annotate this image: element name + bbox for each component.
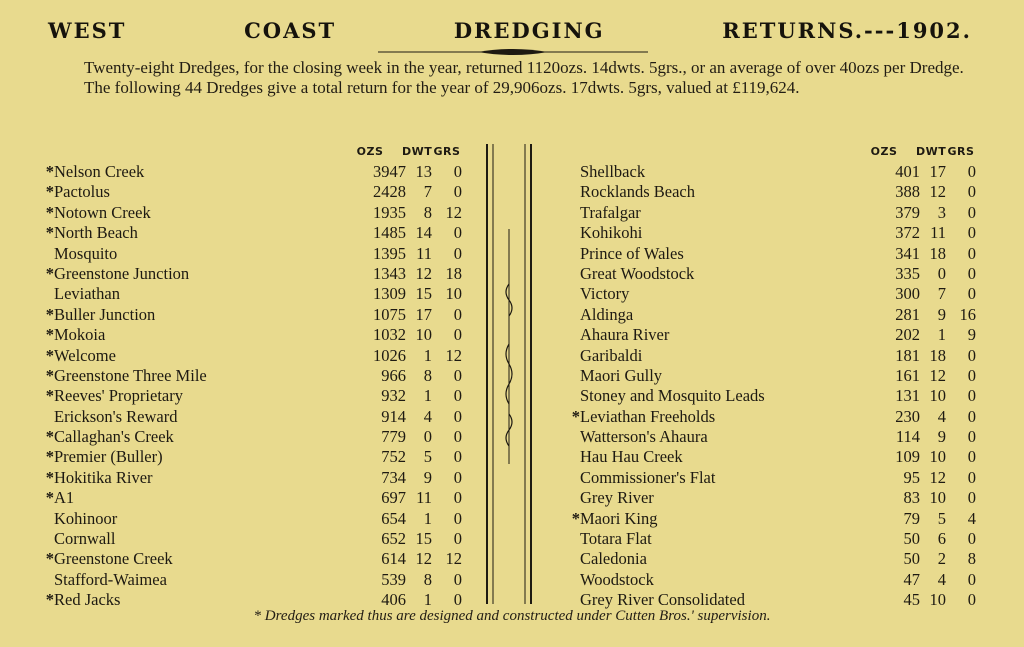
title-word: WEST: [48, 18, 127, 43]
grs-value: 0: [967, 406, 976, 426]
cutten-mark: *: [571, 406, 580, 426]
dwt-value: 4: [423, 406, 432, 426]
dredge-row: [570, 162, 976, 182]
dredge-row: [44, 386, 462, 406]
dwt-value: 13: [415, 162, 432, 181]
ozs-value: 300: [895, 284, 920, 304]
grs-value: 9: [967, 325, 976, 345]
ozs-value: 406: [381, 590, 406, 610]
dwt-value: 5: [937, 508, 946, 528]
dredge-row: [44, 346, 462, 366]
dwt-value: 2: [937, 549, 946, 569]
dredge-row: [570, 182, 976, 202]
dwt-value: 1: [423, 508, 432, 528]
dredge-row: [570, 549, 976, 569]
ozs-value: 50: [903, 529, 920, 549]
intro-text: [48, 58, 978, 98]
dredge-name: Red Jacks: [54, 590, 121, 610]
header-ozs: OZS: [870, 145, 898, 158]
cutten-mark: *: [45, 202, 54, 222]
grs-value: 0: [453, 590, 462, 610]
dredge-name: Premier (Buller): [54, 447, 163, 467]
grs-value: 0: [967, 529, 976, 549]
dwt-value: 7: [937, 284, 946, 304]
dredge-row: [44, 223, 462, 243]
ozs-value: 2428: [373, 182, 406, 202]
dwt-value: 17: [415, 304, 432, 324]
grs-value: 0: [453, 365, 462, 385]
grs-value: 0: [453, 182, 462, 202]
dredge-row: [570, 325, 976, 345]
ozs-value: 779: [381, 427, 406, 447]
grs-value: 0: [453, 223, 462, 243]
dredge-name: Great Woodstock: [580, 263, 695, 283]
dwt-value: 14: [415, 223, 432, 243]
cutten-mark: *: [45, 345, 54, 365]
dwt-value: 11: [416, 243, 432, 263]
dwt-value: 3: [937, 202, 946, 222]
dredge-name: Erickson's Reward: [54, 406, 178, 426]
dredge-name: Caledonia: [580, 549, 647, 569]
ozs-value: 1485: [373, 223, 406, 243]
ozs-value: 614: [381, 549, 406, 569]
ozs-value: 281: [895, 304, 920, 324]
title-word: RETURNS.---1902.: [722, 18, 972, 43]
dredge-row: [570, 570, 976, 590]
dredge-row: [570, 468, 976, 488]
grs-value: 0: [453, 447, 462, 467]
title-ornament: [378, 46, 648, 58]
dredge-name: Ahaura River: [580, 325, 670, 345]
dredge-name: Commissioner's Flat: [580, 467, 716, 487]
dwt-value: 18: [929, 243, 946, 263]
header-dwt: DWT: [916, 145, 947, 158]
dredge-row: [570, 529, 976, 549]
dredge-row: [44, 468, 462, 488]
dredge-name: Hau Hau Creek: [580, 447, 683, 467]
dwt-value: 9: [423, 467, 432, 487]
ozs-value: 45: [903, 590, 920, 610]
dredge-row: [44, 570, 462, 590]
grs-value: 12: [445, 202, 462, 222]
cutten-mark: *: [45, 427, 54, 447]
ozs-value: 379: [895, 202, 920, 222]
dwt-value: 1: [423, 386, 432, 406]
intro-paragraph-1: Twenty-eight Dredges, for the closing week in the year, returned 1120ozs. 14dwts. 5grs., or an average of over 40ozs per Dredge.: [84, 58, 964, 77]
dredge-name: Greenstone Three Mile: [54, 365, 207, 385]
dwt-value: 10: [929, 386, 946, 406]
dwt-value: 10: [929, 447, 946, 467]
grs-value: 0: [453, 162, 462, 181]
dwt-value: 1: [423, 590, 432, 610]
ozs-value: 388: [895, 182, 920, 202]
dwt-value: 0: [423, 427, 432, 447]
dwt-value: 1: [937, 325, 946, 345]
dwt-value: 15: [415, 529, 432, 549]
grs-value: 0: [453, 508, 462, 528]
dredge-name: Shellback: [580, 162, 646, 181]
dredge-name: Rocklands Beach: [580, 182, 696, 202]
dredge-name: Nelson Creek: [54, 162, 145, 181]
cutten-mark: *: [45, 162, 54, 181]
ozs-value: 109: [895, 447, 920, 467]
column-divider: [484, 144, 534, 604]
dredge-name: Garibaldi: [580, 345, 643, 365]
dredge-name: North Beach: [54, 223, 138, 243]
grs-value: 0: [967, 202, 976, 222]
dredge-row: [570, 284, 976, 304]
dredge-name: Prince of Wales: [580, 243, 684, 263]
ozs-value: 652: [381, 529, 406, 549]
footnote: * Dredges marked thus are designed and constructed under Cutten Bros.' supervision.: [253, 608, 771, 624]
dredge-row: [570, 203, 976, 223]
dredge-row: [44, 366, 462, 386]
dredge-row: [44, 264, 462, 284]
dwt-value: 18: [929, 345, 946, 365]
dredge-row: [44, 325, 462, 345]
ozs-value: 1343: [373, 263, 406, 283]
cutten-mark: *: [45, 304, 54, 324]
dredge-row: [44, 488, 462, 508]
grs-value: 12: [445, 345, 462, 365]
ozs-value: 161: [895, 365, 920, 385]
dredge-name: Maori Gully: [580, 365, 663, 385]
grs-value: 0: [967, 345, 976, 365]
ozs-value: 83: [903, 488, 920, 508]
dredge-row: [44, 162, 462, 182]
cutten-mark: *: [45, 365, 54, 385]
dredge-row: [44, 407, 462, 427]
dredge-name: Stafford-Waimea: [54, 569, 167, 589]
ozs-value: 181: [895, 345, 920, 365]
header-ozs: OZS: [356, 145, 384, 158]
dredge-row: [44, 305, 462, 325]
dredge-name: Reeves' Proprietary: [54, 386, 183, 406]
dredge-name: Callaghan's Creek: [54, 427, 174, 447]
dredge-row: [44, 182, 462, 202]
grs-value: 0: [453, 427, 462, 447]
dwt-value: 11: [416, 488, 432, 508]
ozs-value: 1309: [373, 284, 406, 304]
dredge-row: [570, 223, 976, 243]
dredge-row: [44, 284, 462, 304]
dredge-row: [570, 407, 976, 427]
column-header: [570, 142, 976, 162]
dredge-row: [570, 346, 976, 366]
dwt-value: 7: [423, 182, 432, 202]
ozs-value: 539: [381, 569, 406, 589]
cutten-mark: *: [45, 549, 54, 569]
grs-value: 0: [967, 284, 976, 304]
dwt-value: 4: [937, 406, 946, 426]
grs-value: 0: [967, 386, 976, 406]
dredge-name: Watterson's Ahaura: [580, 427, 708, 447]
grs-value: 0: [967, 590, 976, 610]
dredge-name: Grey River Consolidated: [580, 590, 745, 610]
dredge-name: Buller Junction: [54, 304, 156, 324]
grs-value: 0: [453, 488, 462, 508]
grs-value: 0: [453, 304, 462, 324]
dredge-row: [570, 305, 976, 325]
dredge-name: Kohikohi: [580, 223, 643, 243]
dwt-value: 12: [929, 467, 946, 487]
ozs-value: 932: [381, 386, 406, 406]
header-dwt: DWT: [402, 145, 433, 158]
dredge-name: Cornwall: [54, 529, 116, 549]
cutten-mark: *: [45, 182, 54, 202]
grs-value: 0: [967, 447, 976, 467]
dwt-value: 12: [415, 263, 432, 283]
grs-value: 18: [445, 263, 462, 283]
title-word: DREDGING: [453, 18, 605, 43]
ozs-value: 47: [903, 569, 920, 589]
dredge-row: [44, 509, 462, 529]
dwt-value: 17: [929, 162, 946, 181]
cutten-mark: *: [45, 263, 54, 283]
dredge-name: Aldinga: [580, 304, 634, 324]
ozs-value: 914: [381, 406, 406, 426]
page-title: [48, 18, 972, 43]
grs-value: 0: [453, 386, 462, 406]
cutten-mark: *: [45, 386, 54, 406]
ozs-value: 95: [903, 467, 920, 487]
dredge-row: [44, 529, 462, 549]
cutten-mark: *: [45, 590, 54, 610]
ozs-value: 752: [381, 447, 406, 467]
grs-value: 0: [967, 365, 976, 385]
ozs-value: 1026: [373, 345, 406, 365]
grs-value: 0: [967, 467, 976, 487]
dredge-name: Totara Flat: [580, 529, 652, 549]
dwt-value: 12: [929, 182, 946, 202]
dredge-row: [44, 427, 462, 447]
dredge-row: [570, 447, 976, 467]
dredge-name: Victory: [580, 284, 630, 304]
dwt-value: 10: [415, 325, 432, 345]
cutten-mark: *: [45, 467, 54, 487]
grs-value: 0: [453, 243, 462, 263]
ozs-value: 50: [903, 549, 920, 569]
grs-value: 8: [967, 549, 976, 569]
dredge-name: Mokoia: [54, 325, 106, 345]
dwt-value: 11: [930, 223, 946, 243]
dwt-value: 4: [937, 569, 946, 589]
dwt-value: 8: [423, 365, 432, 385]
grs-value: 0: [967, 263, 976, 283]
grs-value: 0: [967, 427, 976, 447]
dwt-value: 10: [929, 590, 946, 610]
grs-value: 0: [967, 162, 976, 181]
dredge-name: Hokitika River: [54, 467, 153, 487]
dwt-value: 5: [423, 447, 432, 467]
dwt-value: 8: [423, 569, 432, 589]
dredge-name: A1: [54, 488, 75, 508]
ozs-value: 114: [895, 427, 920, 447]
cutten-mark: *: [571, 508, 580, 528]
ozs-value: 654: [381, 508, 406, 528]
ozs-value: 202: [895, 325, 920, 345]
ozs-value: 3947: [373, 162, 406, 181]
dwt-value: 8: [423, 202, 432, 222]
dredge-name: Stoney and Mosquito Leads: [580, 386, 765, 406]
dredge-name: Grey River: [580, 488, 654, 508]
column-header: [44, 142, 462, 162]
dredge-name: Trafalgar: [580, 202, 641, 222]
grs-value: 0: [453, 467, 462, 487]
dwt-value: 6: [937, 529, 946, 549]
intro-paragraph-2: The following 44 Dredges give a total return for the year of 29,906ozs. 17dwts. 5grs, valued at £119,624.: [84, 78, 800, 97]
dredge-name: Woodstock: [580, 569, 654, 589]
dwt-value: 0: [937, 263, 946, 283]
dredge-name: Pactolus: [54, 182, 110, 202]
ozs-value: 966: [381, 365, 406, 385]
left-returns-column: [44, 142, 462, 611]
grs-value: 12: [445, 549, 462, 569]
dredge-name: Mosquito: [54, 243, 118, 263]
ozs-value: 1032: [373, 325, 406, 345]
dredge-name: Leviathan: [54, 284, 120, 304]
grs-value: 0: [967, 223, 976, 243]
cutten-mark: *: [45, 488, 54, 508]
dredge-name: Notown Creek: [54, 202, 151, 222]
ozs-value: 1935: [373, 202, 406, 222]
ozs-value: 341: [895, 243, 920, 263]
ozs-value: 734: [381, 467, 406, 487]
grs-value: 4: [967, 508, 976, 528]
dredge-row: [570, 264, 976, 284]
header-grs: GRS: [433, 145, 461, 158]
cutten-mark: *: [45, 447, 54, 467]
dredge-row: [44, 244, 462, 264]
grs-value: 0: [967, 182, 976, 202]
dredge-name: Greenstone Creek: [54, 549, 173, 569]
grs-value: 0: [967, 243, 976, 263]
dredge-name: Kohinoor: [54, 508, 118, 528]
dwt-value: 12: [415, 549, 432, 569]
grs-value: 0: [967, 569, 976, 589]
header-grs: GRS: [947, 145, 975, 158]
dredge-name: Leviathan Freeholds: [580, 406, 716, 426]
grs-value: 0: [453, 529, 462, 549]
dredge-row: [570, 509, 976, 529]
dredge-row: [44, 549, 462, 569]
grs-value: 0: [453, 406, 462, 426]
dredge-name: Greenstone Junction: [54, 263, 190, 283]
dredge-name: Welcome: [54, 345, 116, 365]
ozs-value: 230: [895, 406, 920, 426]
dredge-row: [570, 386, 976, 406]
cutten-mark: *: [45, 223, 54, 243]
grs-value: 0: [453, 325, 462, 345]
ozs-value: 131: [895, 386, 920, 406]
dredge-row: [570, 244, 976, 264]
dwt-value: 1: [423, 345, 432, 365]
dwt-value: 9: [937, 427, 946, 447]
ozs-value: 79: [903, 508, 920, 528]
dwt-value: 10: [929, 488, 946, 508]
ozs-value: 1075: [373, 304, 406, 324]
ozs-value: 401: [895, 162, 920, 181]
grs-value: 0: [967, 488, 976, 508]
grs-value: 16: [959, 304, 976, 324]
title-word: COAST: [244, 18, 337, 43]
ozs-value: 1395: [373, 243, 406, 263]
dredge-row: [570, 488, 976, 508]
grs-value: 0: [453, 569, 462, 589]
dwt-value: 12: [929, 365, 946, 385]
dredge-row: [570, 427, 976, 447]
dredge-row: [44, 447, 462, 467]
dwt-value: 15: [415, 284, 432, 304]
cutten-mark: *: [45, 325, 54, 345]
dwt-value: 9: [937, 304, 946, 324]
ozs-value: 335: [895, 263, 920, 283]
ozs-value: 697: [381, 488, 406, 508]
dredge-row: [44, 203, 462, 223]
right-returns-column: [570, 142, 976, 611]
grs-value: 10: [445, 284, 462, 304]
dredge-name: Maori King: [580, 508, 658, 528]
dredge-row: [570, 366, 976, 386]
ozs-value: 372: [895, 223, 920, 243]
